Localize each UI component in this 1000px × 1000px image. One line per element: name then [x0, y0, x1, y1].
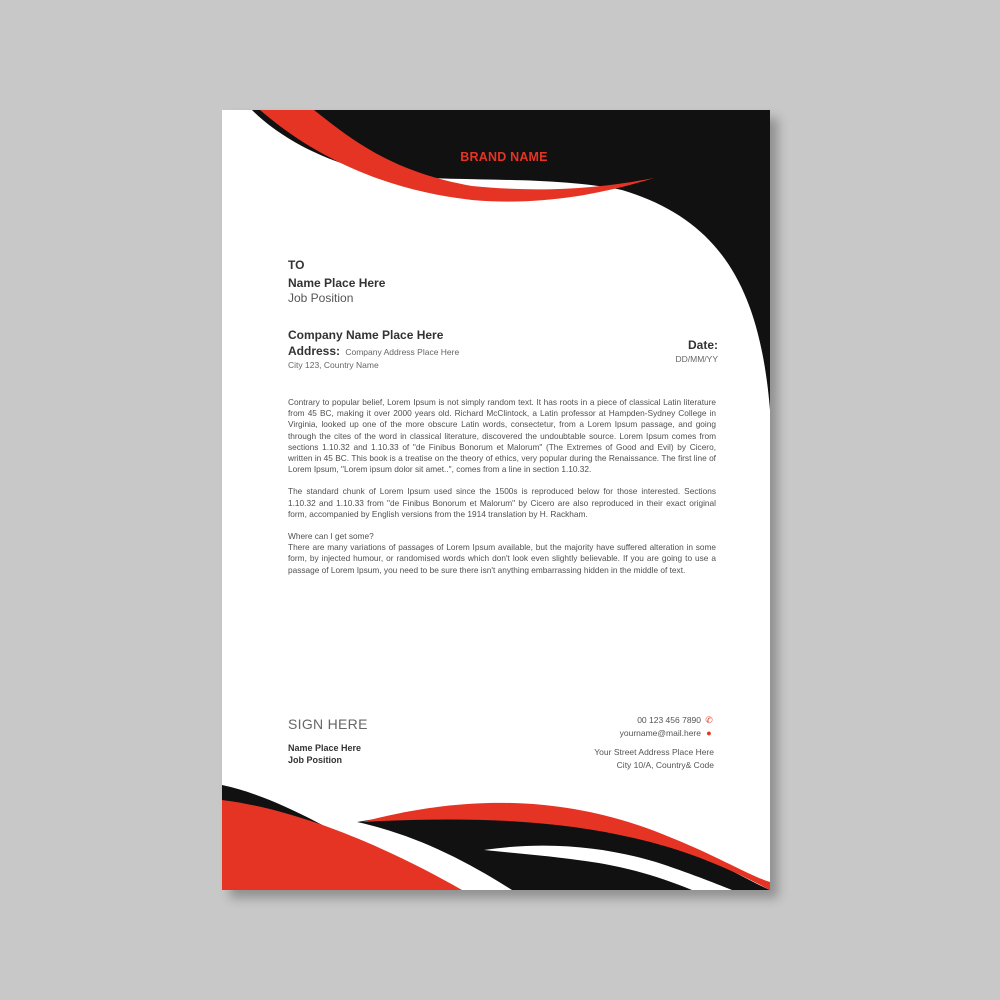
recipient-position: Job Position: [288, 291, 354, 305]
signer-position: Job Position: [288, 755, 342, 765]
street-address: Your Street Address Place Here: [594, 747, 714, 757]
signature-block: [288, 716, 368, 765]
recipient-block: [288, 258, 385, 305]
date-label: Date:: [687, 338, 718, 352]
company-address: Company Address Place Here: [345, 347, 460, 357]
body-paragraph-2: The standard chunk of Lorem Ipsum used since the 1500s is reproduced below for those interested. Sections 1.10.32 and 1.10.33 from "de Finibus Bonorum et Malorum" by Cicero are also reproduced in their exact original form, accompanied by English versions from the 1914 translation by H. Rackham.: [288, 486, 716, 519]
body-paragraph-1: Contrary to popular belief, Lorem Ipsum is not simply random text. It has roots in a piece of classical Latin literature from 45 BC, making it over 2000 years old. Richard McClintock, a Latin professor at Hampden-Sydney College in Virginia, looked up one of the more obscure Latin words, consectetur, from a Lorem Ipsum passage, and going through the cites of the word in classical literature, discovered the undoubtable source. Lorem Ipsum comes from sections 1.10.32 and 1.10.33 of "de Finibus Bonorum et Malorum" (The Extremes of Good and Evil) by Cicero, written in 45 BC. This book is a treatise on the theory of ethics, very popular during the Renaissance. The first line of Lorem Ipsum, "Lorem ipsum dolor sit amet..", comes from a line in section 1.10.32.: [288, 397, 716, 475]
city-country: City 10/A, Country& Code: [616, 760, 714, 770]
signer-name: Name Place Here: [288, 743, 362, 753]
date-block: [676, 338, 719, 364]
sign-here-label: SIGN HERE: [288, 716, 368, 732]
phone-row: [594, 714, 714, 727]
company-block: [288, 328, 459, 370]
globe-icon: ●: [706, 728, 712, 738]
email-row: [594, 727, 714, 740]
recipient-name: Name Place Here: [288, 276, 386, 290]
letterhead-page: [222, 110, 770, 890]
company-name: Company Name Place Here: [288, 328, 444, 342]
body-paragraph-3: There are many variations of passages of Lorem Ipsum available, but the majority have suffered alteration in some form, by injected humour, or randomised words which don't look even slightly believable. If you are going to use a passage of Lorem Ipsum, you need to be sure there isn't anything embarrassing hidden in the middle of text.: [288, 542, 716, 575]
address-label: Address:: [288, 344, 341, 358]
email-address: yourname@mail.here: [619, 728, 701, 738]
date-value: DD/MM/YY: [675, 354, 718, 364]
to-label: TO: [288, 258, 305, 272]
letter-body: [288, 397, 716, 587]
address-row: [288, 344, 459, 358]
brand-name: BRAND NAME: [460, 150, 548, 164]
body-question: Where can I get some?: [288, 531, 374, 542]
phone-number: 00 123 456 7890: [637, 715, 701, 725]
contact-block: [594, 714, 714, 772]
phone-icon: ✆: [705, 715, 713, 725]
company-city: City 123, Country Name: [288, 360, 379, 370]
